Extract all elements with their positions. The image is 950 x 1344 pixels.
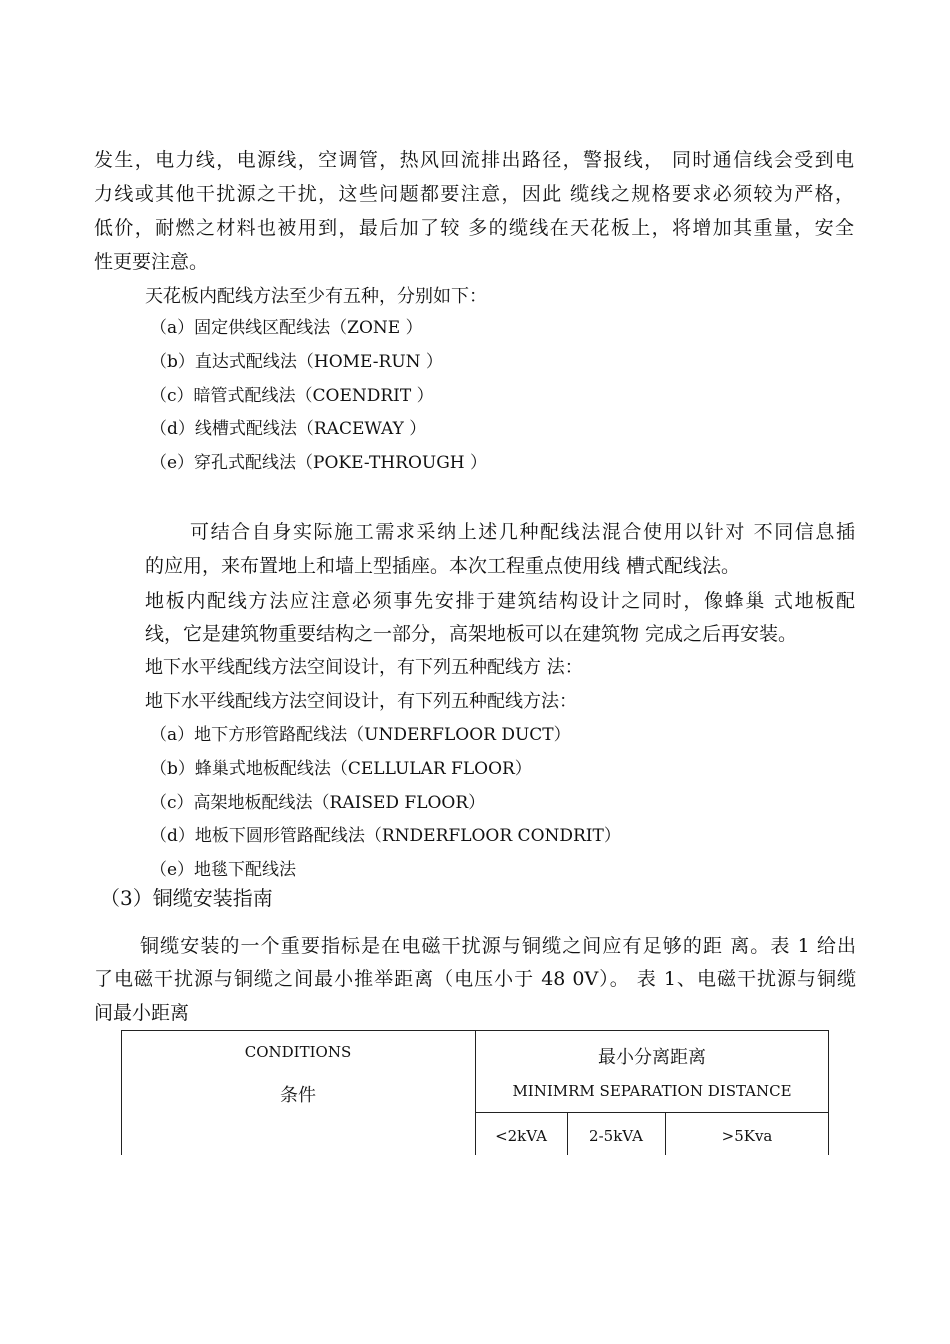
ceiling-methods-intro: 天花板内配线方法至少有五种，分别如下： xyxy=(145,286,487,307)
section-heading: （3）铜缆安装指南 xyxy=(100,886,273,910)
list-item: （e）穿孔式配线法（POKE-THROUGH ） xyxy=(150,453,488,473)
sub-header-2-5kva: 2-5kVA xyxy=(589,1127,643,1145)
list-item: （a）固定供线区配线法（ZONE ） xyxy=(150,318,423,338)
underfloor-intro: 地下水平线配线方法空间设计，有下列五种配线方法： xyxy=(145,691,577,712)
paragraph-line: 可结合自身实际施工需求采纳上述几种配线法混合使用以针对 不同信息插 xyxy=(190,521,855,543)
paragraph-line: 发生，电力线，电源线，空调管，热风回流排出路径，警报线， 同时通信线会受到电 xyxy=(94,149,854,171)
list-item: （c）暗管式配线法（COENDRIT ） xyxy=(150,386,434,406)
paragraph-line: 性更要注意。 xyxy=(94,251,209,273)
min-separation-header: MINIMRM SEPARATION DISTANCE xyxy=(512,1082,792,1100)
list-item: （b）蜂巢式地板配线法（CELLULAR FLOOR） xyxy=(150,759,532,779)
paragraph-line: 力线或其他干扰源之干扰，这些问题都要注意，因此 缆线之规格要求必须较为严格， xyxy=(94,183,854,205)
sub-header-lt-2kva: <2kVA xyxy=(495,1127,547,1145)
paragraph-line: 低价，耐燃之材料也被用到，最后加了较 多的缆线在天花板上，将增加其重量，安全 xyxy=(94,217,854,239)
paragraph-line: 铜缆安装的一个重要指标是在电磁干扰源与铜缆之间应有足够的距 离。表 1 给出 xyxy=(140,935,856,957)
list-item: （a）地下方形管路配线法（UNDERFLOOR DUCT） xyxy=(150,725,571,745)
paragraph-line: 间最小距离 xyxy=(94,1002,190,1024)
list-item: （b）直达式配线法（HOME-RUN ） xyxy=(150,352,443,372)
paragraph-line: 的应用，来布置地上和墙上型插座。本次工程重点使用线 槽式配线法。 xyxy=(145,555,741,577)
paragraph-line: 地板内配线方法应注意必须事先安排于建筑结构设计之同时，像蜂巢 式地板配 xyxy=(145,590,855,612)
list-item: （c）高架地板配线法（RAISED FLOOR） xyxy=(150,793,486,813)
conditions-header-cn: 条件 xyxy=(280,1085,316,1106)
paragraph-line: 线，它是建筑物重要结构之一部分，高架地板可以在建筑物 完成之后再安装。 xyxy=(145,623,798,645)
underfloor-intro: 地下水平线配线方法空间设计，有下列五种配线方 法： xyxy=(145,657,583,678)
conditions-header: CONDITIONS xyxy=(244,1043,352,1061)
list-item: （d）线槽式配线法（RACEWAY ） xyxy=(150,419,427,439)
separation-distance-table xyxy=(121,1030,829,1155)
paragraph-line: 了电磁干扰源与铜缆之间最小推举距离（电压小于 48 0V）。 表 1、电磁干扰源与铜缆 xyxy=(94,968,856,990)
list-item: （d）地板下圆形管路配线法（RNDERFLOOR CONDRIT） xyxy=(150,826,621,846)
table-divider xyxy=(475,1112,829,1113)
min-separation-header-cn: 最小分离距离 xyxy=(598,1047,706,1068)
list-item: （e）地毯下配线法 xyxy=(150,860,297,880)
sub-header-gt-5kva: >5Kva xyxy=(721,1127,773,1145)
